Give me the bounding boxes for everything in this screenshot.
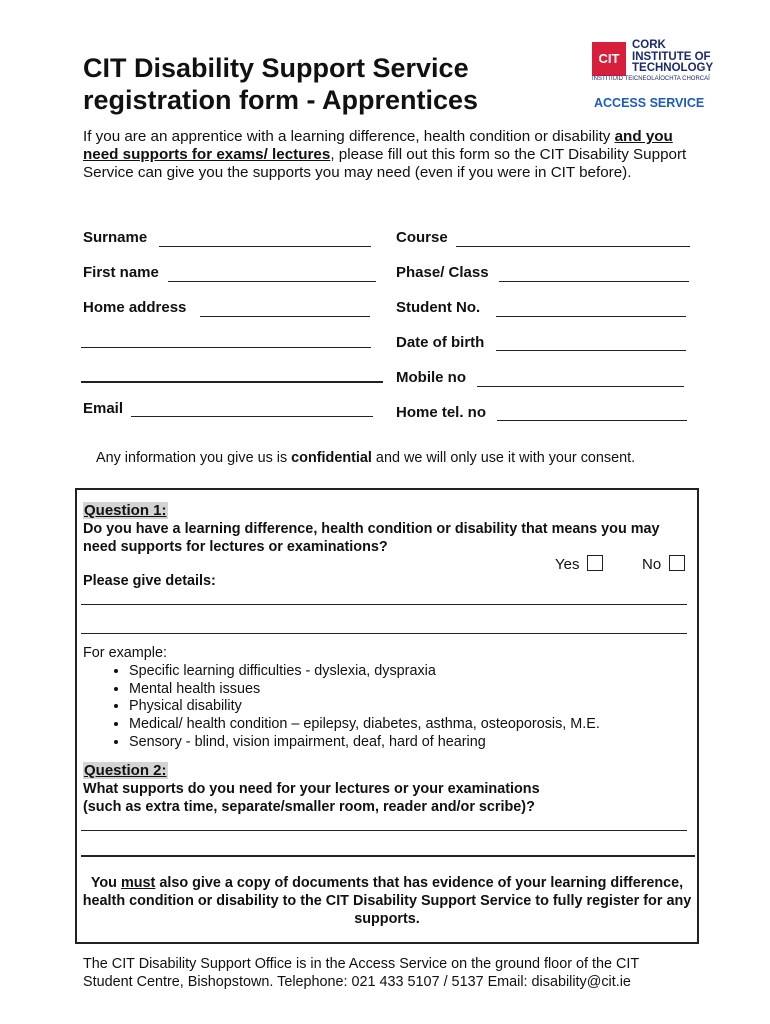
footer-line-2: Student Centre, Bishopstown. Telephone: 021 433 5107 / 5137 Email: disability@cit.ie [83, 973, 631, 990]
details-label: Please give details: [83, 573, 216, 589]
first-name-field[interactable] [168, 281, 376, 282]
email-label: Email [83, 400, 124, 417]
example-item: • Medical/ health condition – epilepsy, diabetes, asthma, osteoporosis, M.E. [129, 716, 683, 734]
page-title [83, 52, 478, 116]
examples-intro: For example: [83, 645, 167, 661]
yes-option[interactable] [555, 555, 603, 573]
logo-name-line-2: INSTITUTE OF [632, 50, 711, 63]
title-line-2: registration form - Apprentices [83, 85, 479, 115]
confidential-text-2: and we will only use it with your consent. [371, 450, 636, 466]
student-no-label: Student No. [396, 299, 481, 316]
cit-logo-name [632, 40, 713, 75]
first-name-label: First name [83, 264, 159, 281]
question-1-text: Do you have a learning difference, health condition or disability that means you may need supports for lectures or examinations? [83, 521, 660, 555]
must-underlined: must [120, 875, 156, 891]
access-service-label: ACCESS SERVICE [594, 96, 705, 110]
phase-class-label: Phase/ Class [396, 264, 489, 281]
date-of-birth-label: Date of birth [396, 334, 485, 351]
evidence-requirement-note [77, 874, 697, 928]
surname-label: Surname [83, 229, 148, 246]
example-item: • Physical disability [129, 698, 683, 716]
logo-name-line-1: CORK [632, 39, 666, 51]
example-item: • Sensory - blind, vision impairment, deaf, hard of hearing [129, 734, 683, 752]
question-2-text-line-2: (such as extra time, separate/smaller room, reader and/or scribe)? [83, 799, 535, 815]
mobile-no-label: Mobile no [396, 369, 466, 386]
confidential-text-1: Any information you give us is [96, 450, 292, 466]
course-field[interactable] [456, 246, 690, 247]
supports-field-line-2[interactable] [81, 855, 695, 857]
question-2-text-line-1: What supports do you need for your lectures or your examinations [83, 781, 540, 797]
must-text-2: also give a copy of documents that has evidence of your learning difference, health condition or disability to the CIT Disability Support Service to fully register for any supports. [82, 875, 692, 927]
confidential-bold: confidential [291, 450, 372, 466]
home-tel-field[interactable] [497, 420, 687, 421]
details-field-line-1[interactable] [81, 604, 687, 605]
home-tel-label: Home tel. no [396, 404, 487, 421]
home-address-field-line-3[interactable] [81, 381, 383, 383]
title-line-1: CIT Disability Support Service [83, 53, 469, 83]
question-1-heading: Question 1: [84, 502, 167, 519]
course-label: Course [396, 229, 448, 246]
cit-logo [592, 40, 732, 112]
home-address-field-line-2[interactable] [81, 347, 371, 348]
question-2-heading: Question 2: [84, 762, 167, 779]
phase-class-field[interactable] [499, 281, 689, 282]
examples-block [83, 645, 683, 752]
examples-list [83, 663, 683, 752]
intro-emphasis: and you need supports for exams/ lectures [83, 128, 673, 163]
footer-line-1: The CIT Disability Support Office is in the Access Service on the ground floor of the CIT [83, 956, 640, 972]
mobile-no-field[interactable] [477, 386, 684, 387]
confidential-notice [96, 450, 635, 466]
date-of-birth-field[interactable] [496, 350, 686, 351]
no-label: No [642, 556, 662, 573]
footer-contact [83, 956, 703, 991]
must-text-1: You [90, 875, 121, 891]
home-address-field[interactable] [200, 316, 370, 317]
no-checkbox[interactable] [669, 555, 685, 571]
home-address-label: Home address [83, 299, 187, 316]
example-item: • Specific learning difficulties - dyslexia, dyspraxia [129, 663, 683, 681]
question-1-heading-wrap [83, 502, 168, 520]
intro-text-2: , please fill out this form so the CIT Disability Support Service can give you the supports you may need (even if you were in CIT before). [83, 146, 687, 181]
cit-logo-mark: CIT [592, 42, 626, 76]
yes-label: Yes [555, 556, 580, 573]
student-no-field[interactable] [496, 316, 686, 317]
yes-checkbox[interactable] [587, 555, 603, 571]
example-item: • Mental health issues [129, 681, 683, 699]
question-2-heading-wrap [83, 762, 168, 780]
email-field[interactable] [131, 416, 373, 417]
supports-field-line-1[interactable] [81, 830, 687, 831]
surname-field[interactable] [159, 246, 371, 247]
cit-logo-irish-name: INSTITIÚID TEICNEOLAÍOCHTA CHORCAÍ [592, 76, 710, 82]
intro-text-1: If you are an apprentice with a learning difference, health condition or disability [83, 128, 615, 145]
no-option[interactable] [642, 555, 685, 573]
intro-paragraph [83, 128, 688, 182]
logo-name-line-3: TECHNOLOGY [632, 62, 714, 74]
details-field-line-2[interactable] [81, 633, 687, 634]
